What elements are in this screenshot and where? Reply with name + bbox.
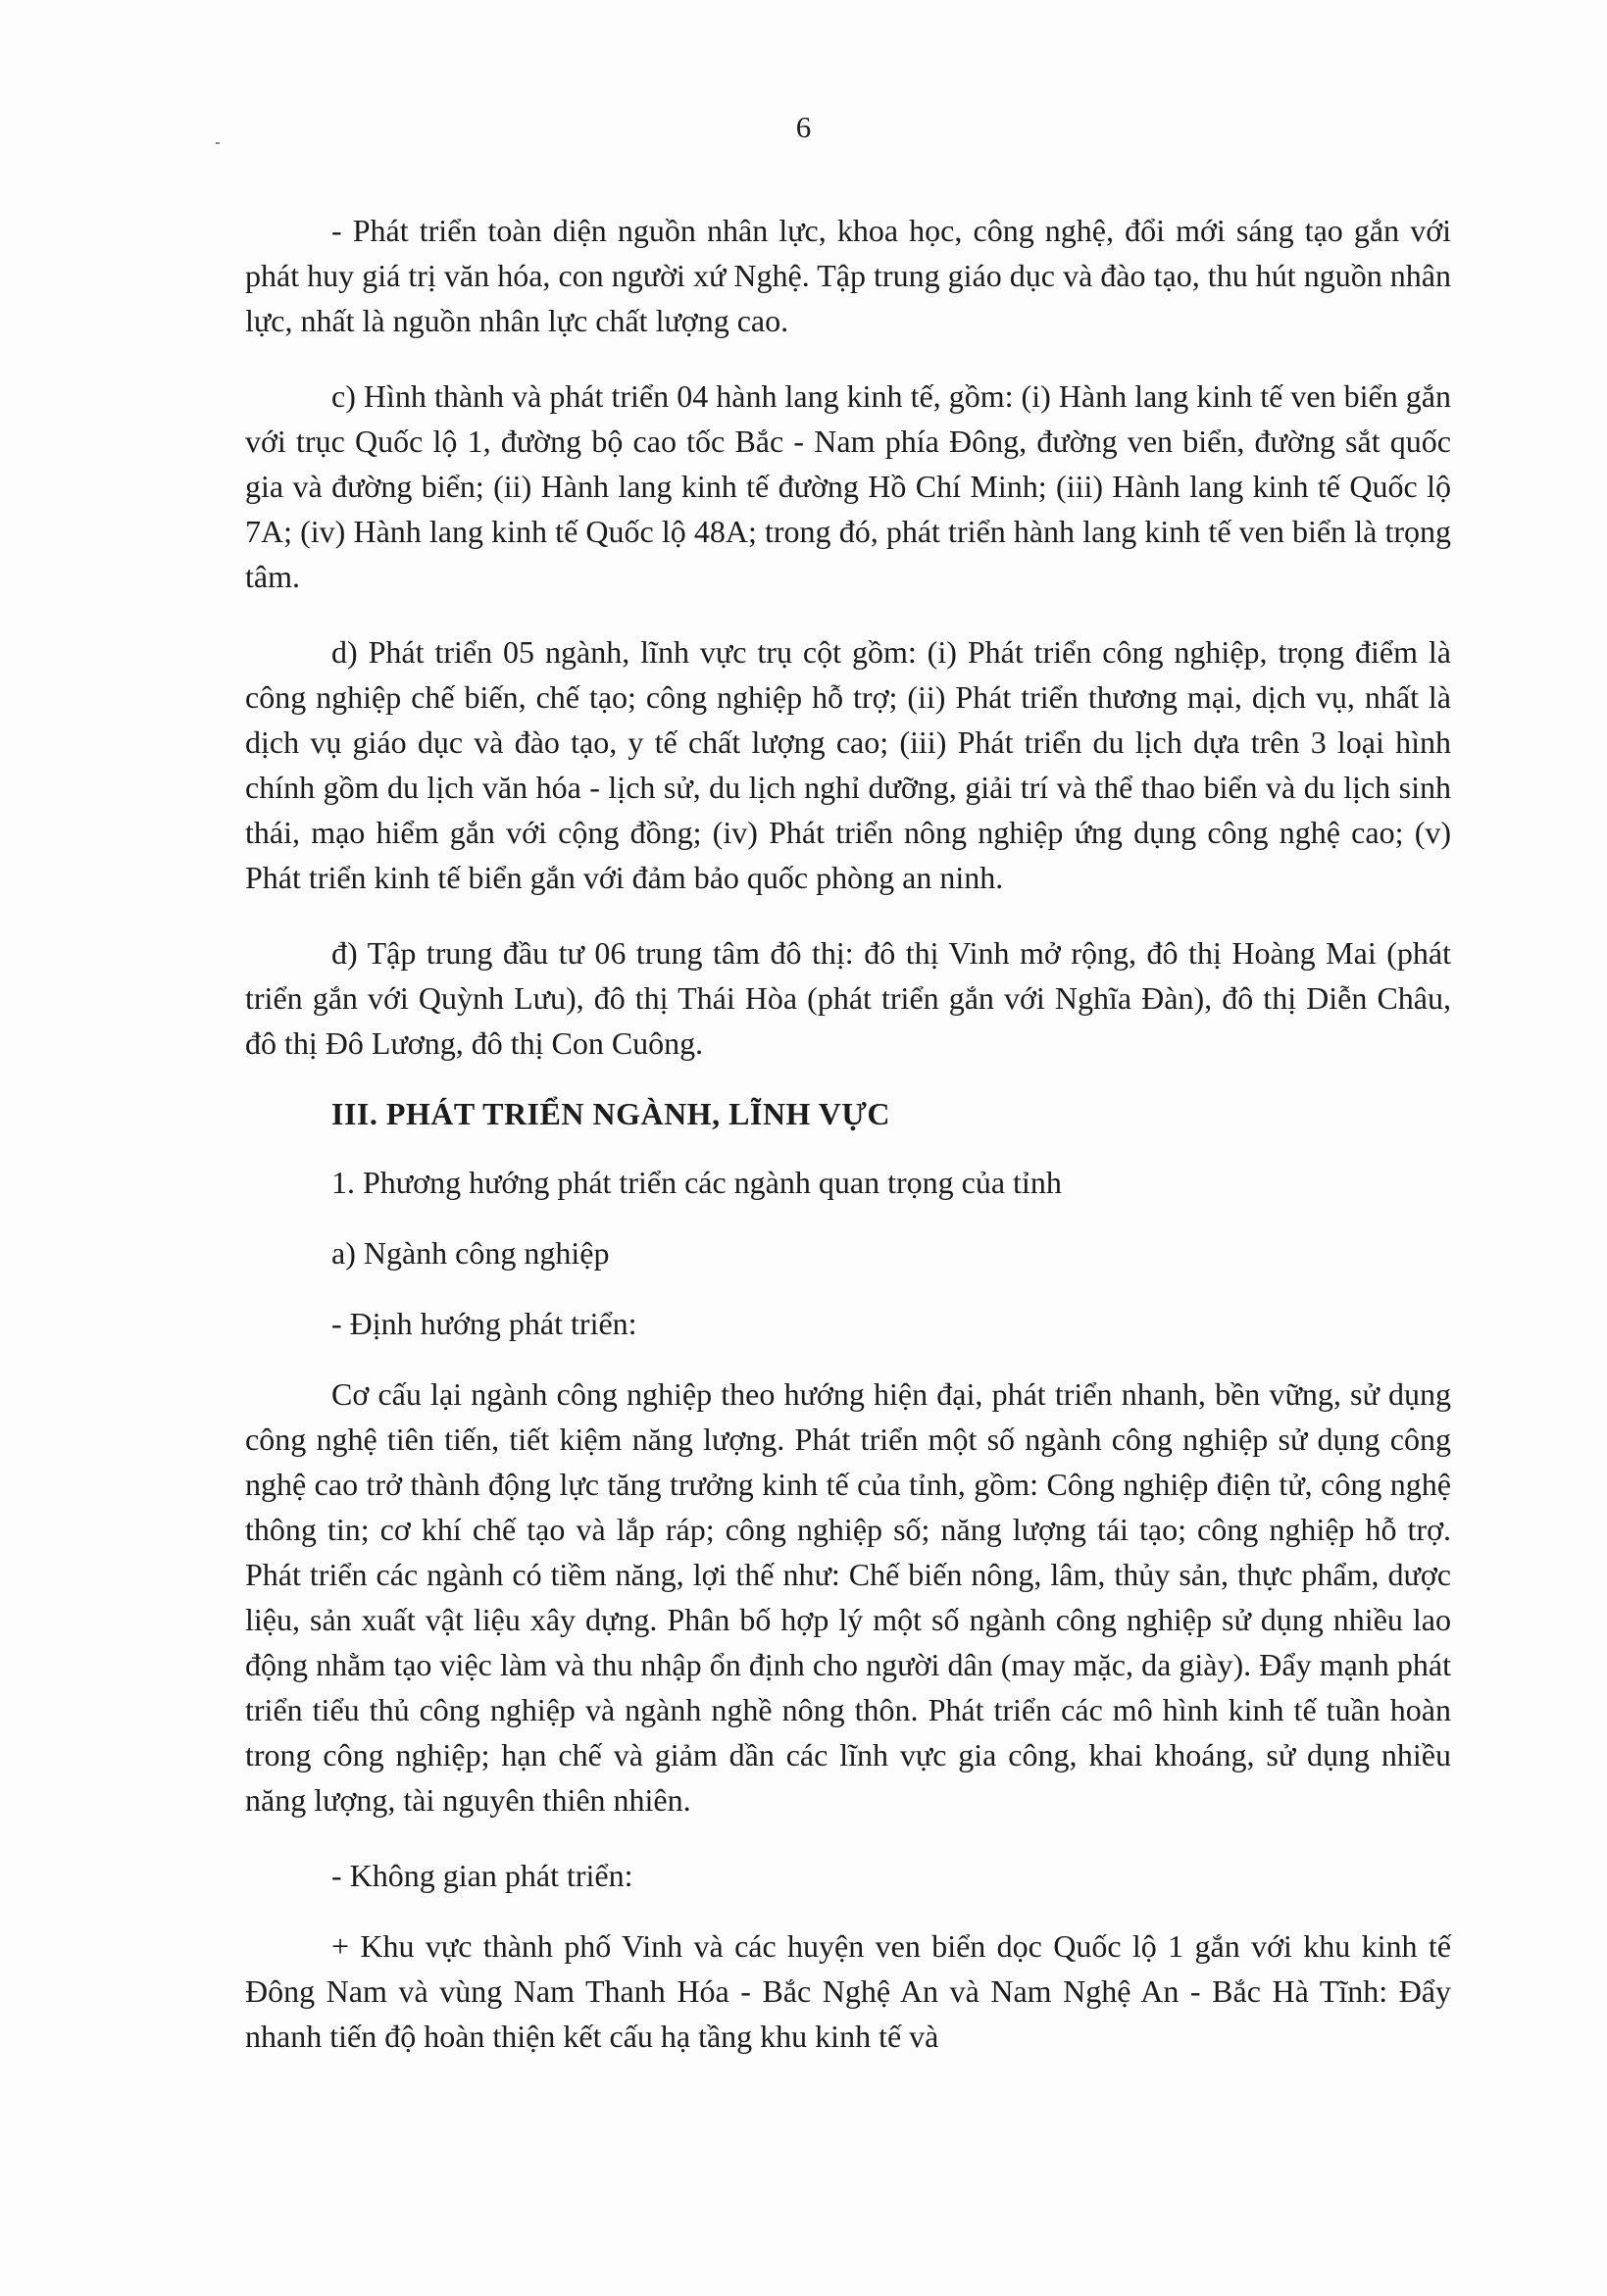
paragraph-human-resources: - Phát triển toàn diện nguồn nhân lực, khoa học, công nghệ, đổi mới sáng tạo gắn với phát huy giá trị văn hóa, con người xứ Nghệ. Tập trung giáo dục và đào tạo, thu hút nguồn nhân lực, nhất là nguồn nhân lực chất lượng cao. xyxy=(245,213,1451,338)
section-heading: III. PHÁT TRIỂN NGÀNH, LĨNH VỰC xyxy=(331,1096,890,1131)
subheading-industry: a) Ngành công nghiệp xyxy=(331,1235,610,1271)
subheading-space: - Không gian phát triển: xyxy=(331,1858,633,1893)
paragraph-orientation: Cơ cấu lại ngành công nghiệp theo hướng hiện đại, phát triển nhanh, bền vững, sử dụng công nghệ tiên tiến, tiết kiệm năng lượng. Phát triển một số ngành công nghiệp sử dụng công nghệ cao trở thành động lực tăng trưởng kinh tế của tỉnh, gồm: Công nghiệp điện tử, công nghệ thông tin; cơ khí chế tạo và lắp ráp; công nghiệp số; năng lượng tái tạo; công nghiệp hỗ trợ. Phát triển các ngành có tiềm năng, lợi thế như: Chế biến nông, lâm, thủy sản, thực phẩm, dược liệu, sản xuất vật liệu xây dựng. Phân bố hợp lý một số ngành công nghiệp sử dụng nhiều lao động nhằm tạo việc làm và thu nhập ổn định cho người dân (may mặc, da giày). Đẩy mạnh phát triển tiểu thủ công nghiệp và ngành nghề nông thôn. Phát triển các mô hình kinh tế tuần hoàn trong công nghiệp; hạn chế và giảm dần các lĩnh vực gia công, khai khoáng, sử dụng nhiều năng lượng, tài nguyên thiên nhiên. xyxy=(245,1376,1451,1818)
subheading-directions: 1. Phương hướng phát triển các ngành quan trọng của tỉnh xyxy=(331,1165,1062,1200)
paragraph-space: + Khu vực thành phố Vinh và các huyện ven biển dọc Quốc lộ 1 gắn với khu kinh tế Đông Nam và vùng Nam Thanh Hóa - Bắc Nghệ An và Nam Nghệ An - Bắc Hà Tĩnh: Đẩy nhanh tiến độ hoàn thiện kết cấu hạ tầng khu kinh tế và xyxy=(245,1928,1451,2054)
paragraph-pillar-sectors: d) Phát triển 05 ngành, lĩnh vực trụ cột gồm: (i) Phát triển công nghiệp, trọng điểm là công nghiệp chế biến, chế tạo; công nghiệp hỗ trợ; (ii) Phát triển thương mại, dịch vụ, nhất là dịch vụ giáo dục và đào tạo, y tế chất lượng cao; (iii) Phát triển du lịch dựa trên 3 loại hình chính gồm du lịch văn hóa - lịch sử, du lịch nghỉ dưỡng, giải trí và thể thao biển và du lịch sinh thái, mạo hiểm gắn với cộng đồng; (iv) Phát triển nông nghiệp ứng dụng công nghệ cao; (v) Phát triển kinh tế biển gắn với đảm bảo quốc phòng an ninh. xyxy=(245,634,1451,895)
page-number: 6 xyxy=(795,110,812,144)
document-body xyxy=(245,208,1451,2089)
paragraph-urban-centers: đ) Tập trung đầu tư 06 trung tâm đô thị: đô thị Vinh mở rộng, đô thị Hoàng Mai (phát triển gắn với Quỳnh Lưu), đô thị Thái Hòa (phát triển gắn với Nghĩa Đàn), đô thị Diễn Châu, đô thị Đô Lương, đô thị Con Cuông. xyxy=(245,935,1451,1061)
paragraph-economic-corridors: c) Hình thành và phát triển 04 hành lang kinh tế, gồm: (i) Hành lang kinh tế ven biển gắn với trục Quốc lộ 1, đường bộ cao tốc Bắc - Nam phía Đông, đường ven biển, đường sắt quốc gia và đường biển; (ii) Hành lang kinh tế đường Hồ Chí Minh; (iii) Hành lang kinh tế Quốc lộ 7A; (iv) Hành lang kinh tế Quốc lộ 48A; trong đó, phát triển hành lang kinh tế ven biển là trọng tâm. xyxy=(245,378,1451,594)
scan-mark xyxy=(216,142,220,144)
subheading-orientation: - Định hướng phát triển: xyxy=(331,1306,637,1341)
